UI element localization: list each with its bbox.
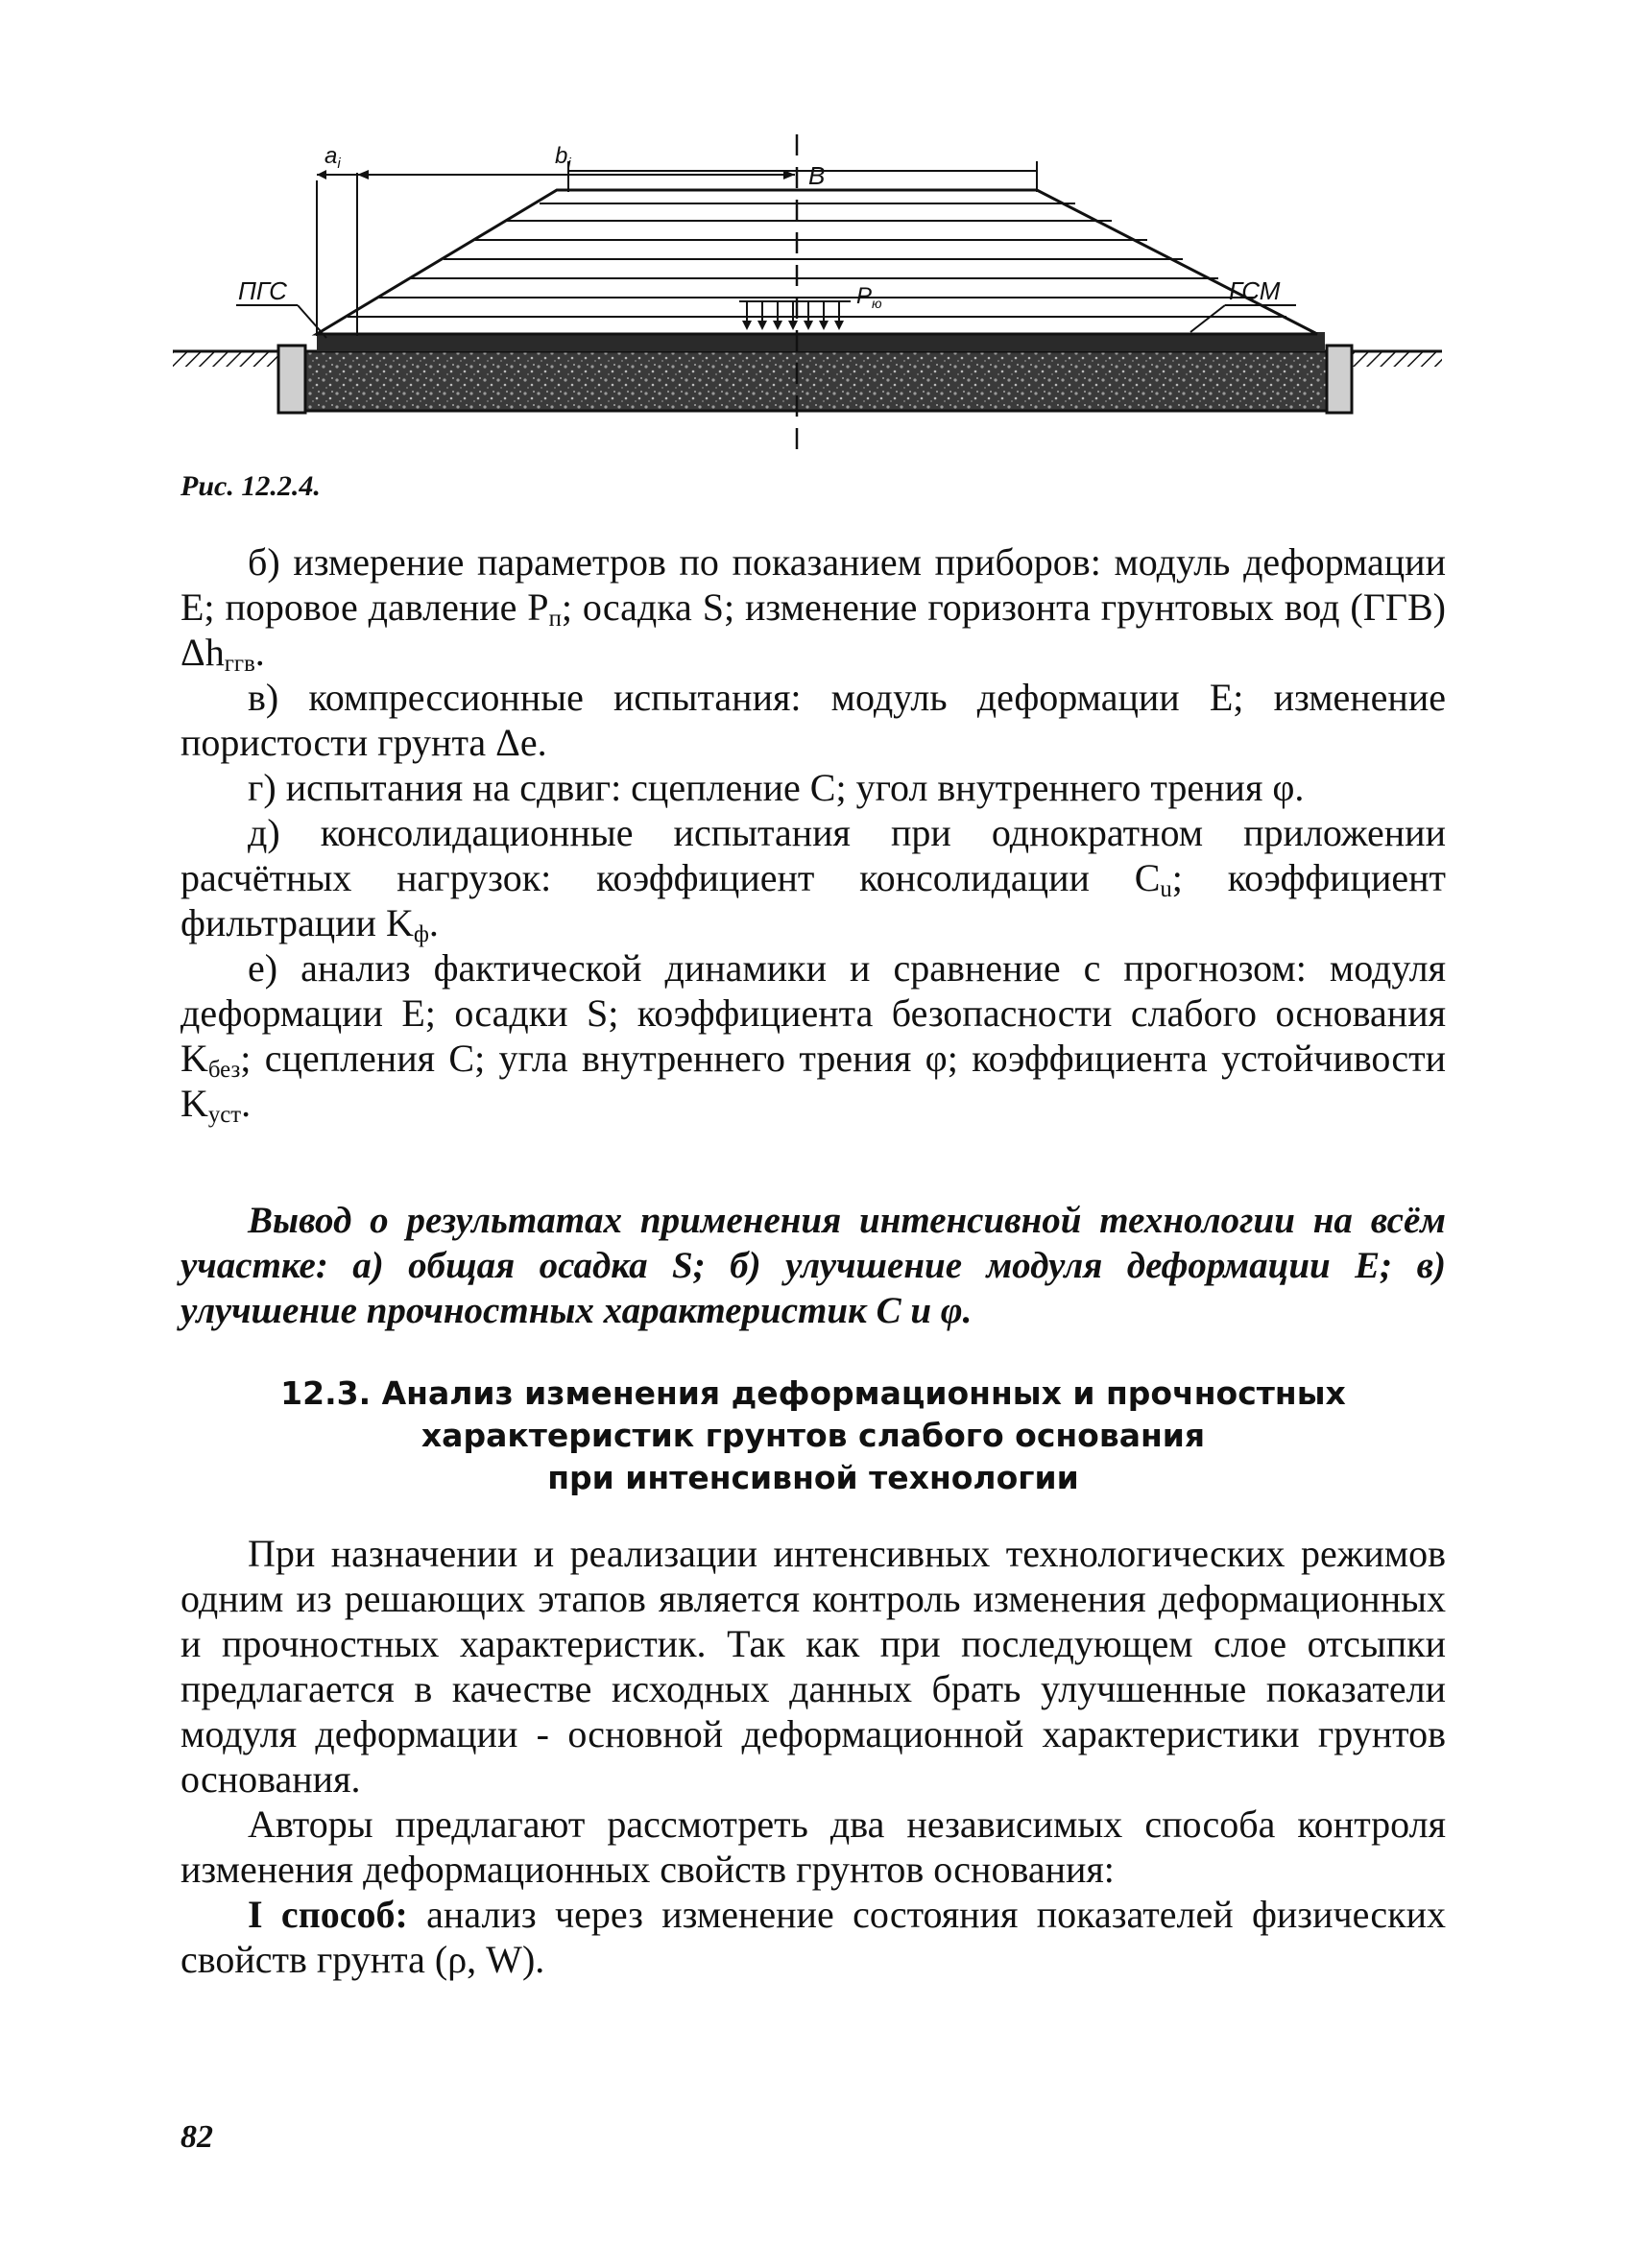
label-a: $a_i$ xyxy=(324,143,341,172)
paragraph-2: Авторы предлагают рассмотреть два независимых способа контроля изменения деформационных свойств грунтов основания: xyxy=(180,1802,1446,1891)
embankment-body xyxy=(317,190,1317,334)
embankment-figure xyxy=(173,134,1450,451)
page-number: 82 xyxy=(180,2119,213,2155)
ground-hatch-left xyxy=(173,351,278,367)
item-v: в) компрессионные испытания: модуль деформации E; изменение пористости грунта Δe. xyxy=(180,676,1446,764)
figure-caption: Рис. 12.2.4. xyxy=(180,470,321,502)
weak-soil-layer xyxy=(305,351,1327,411)
item-e: е) анализ фактической динамики и сравнение с прогнозом: модуля деформации E; осадки S; коэффициента безопасности слабого основания $K_{без}$; сцепления C; угла внутреннего трения φ; коэффициента устойчивости $K_{уст}$. xyxy=(180,946,1446,1129)
label-p: $P_ю$ xyxy=(856,283,882,311)
embankment-diagram xyxy=(173,134,1450,451)
results-list xyxy=(180,539,1446,1129)
label-gsm: ГСМ xyxy=(1229,276,1281,305)
pgs-drain-left xyxy=(278,346,305,413)
drain-right xyxy=(1327,346,1352,413)
item-d: д) консолидационные испытания при однократном приложении расчётных нагрузок: коэффициент консолидации $C_u$; коэффициент фильтрации $K_ф$. xyxy=(180,811,1446,948)
label-B: B xyxy=(808,161,826,190)
section-body xyxy=(180,1531,1446,1982)
paragraph-1: При назначении и реализации интенсивных технологических режимов одним из решающих этапов является контроль изменения деформационных и прочностных характеристик. Так как при последующем слое отсыпки предлагается в качестве исходных данных брать улучшенные показатели модуля деформации - основной деформационной характеристики грунтов основания. xyxy=(180,1532,1446,1801)
item-g: г) испытания на сдвиг: сцепление C; угол внутреннего трения φ. xyxy=(248,766,1305,809)
item-b: б) измерение параметров по показанием приборов: модуль деформации E; поровое давление $P_п$; осадка S; изменение горизонта грунтовых вод (ГГВ) $\Delta h_{ггв}$. xyxy=(180,540,1446,678)
label-b: $b_i$ xyxy=(555,143,571,172)
conclusion-paragraph: Вывод о результатах применения интенсивной технологии на всём участке: а) общая осадка S; б) улучшение модуля деформации E; в) улучшение прочностных характеристик C и φ. xyxy=(180,1200,1446,1331)
section-heading: 12.3. Анализ изменения деформационных и прочностных характеристик грунтов слабого основания при интенсивной технологии xyxy=(280,1374,1346,1496)
label-pgs: ПГС xyxy=(238,276,287,305)
paragraph-3: I способ: анализ через изменение состояния показателей физических свойств грунта (ρ, W). xyxy=(180,1893,1446,1981)
